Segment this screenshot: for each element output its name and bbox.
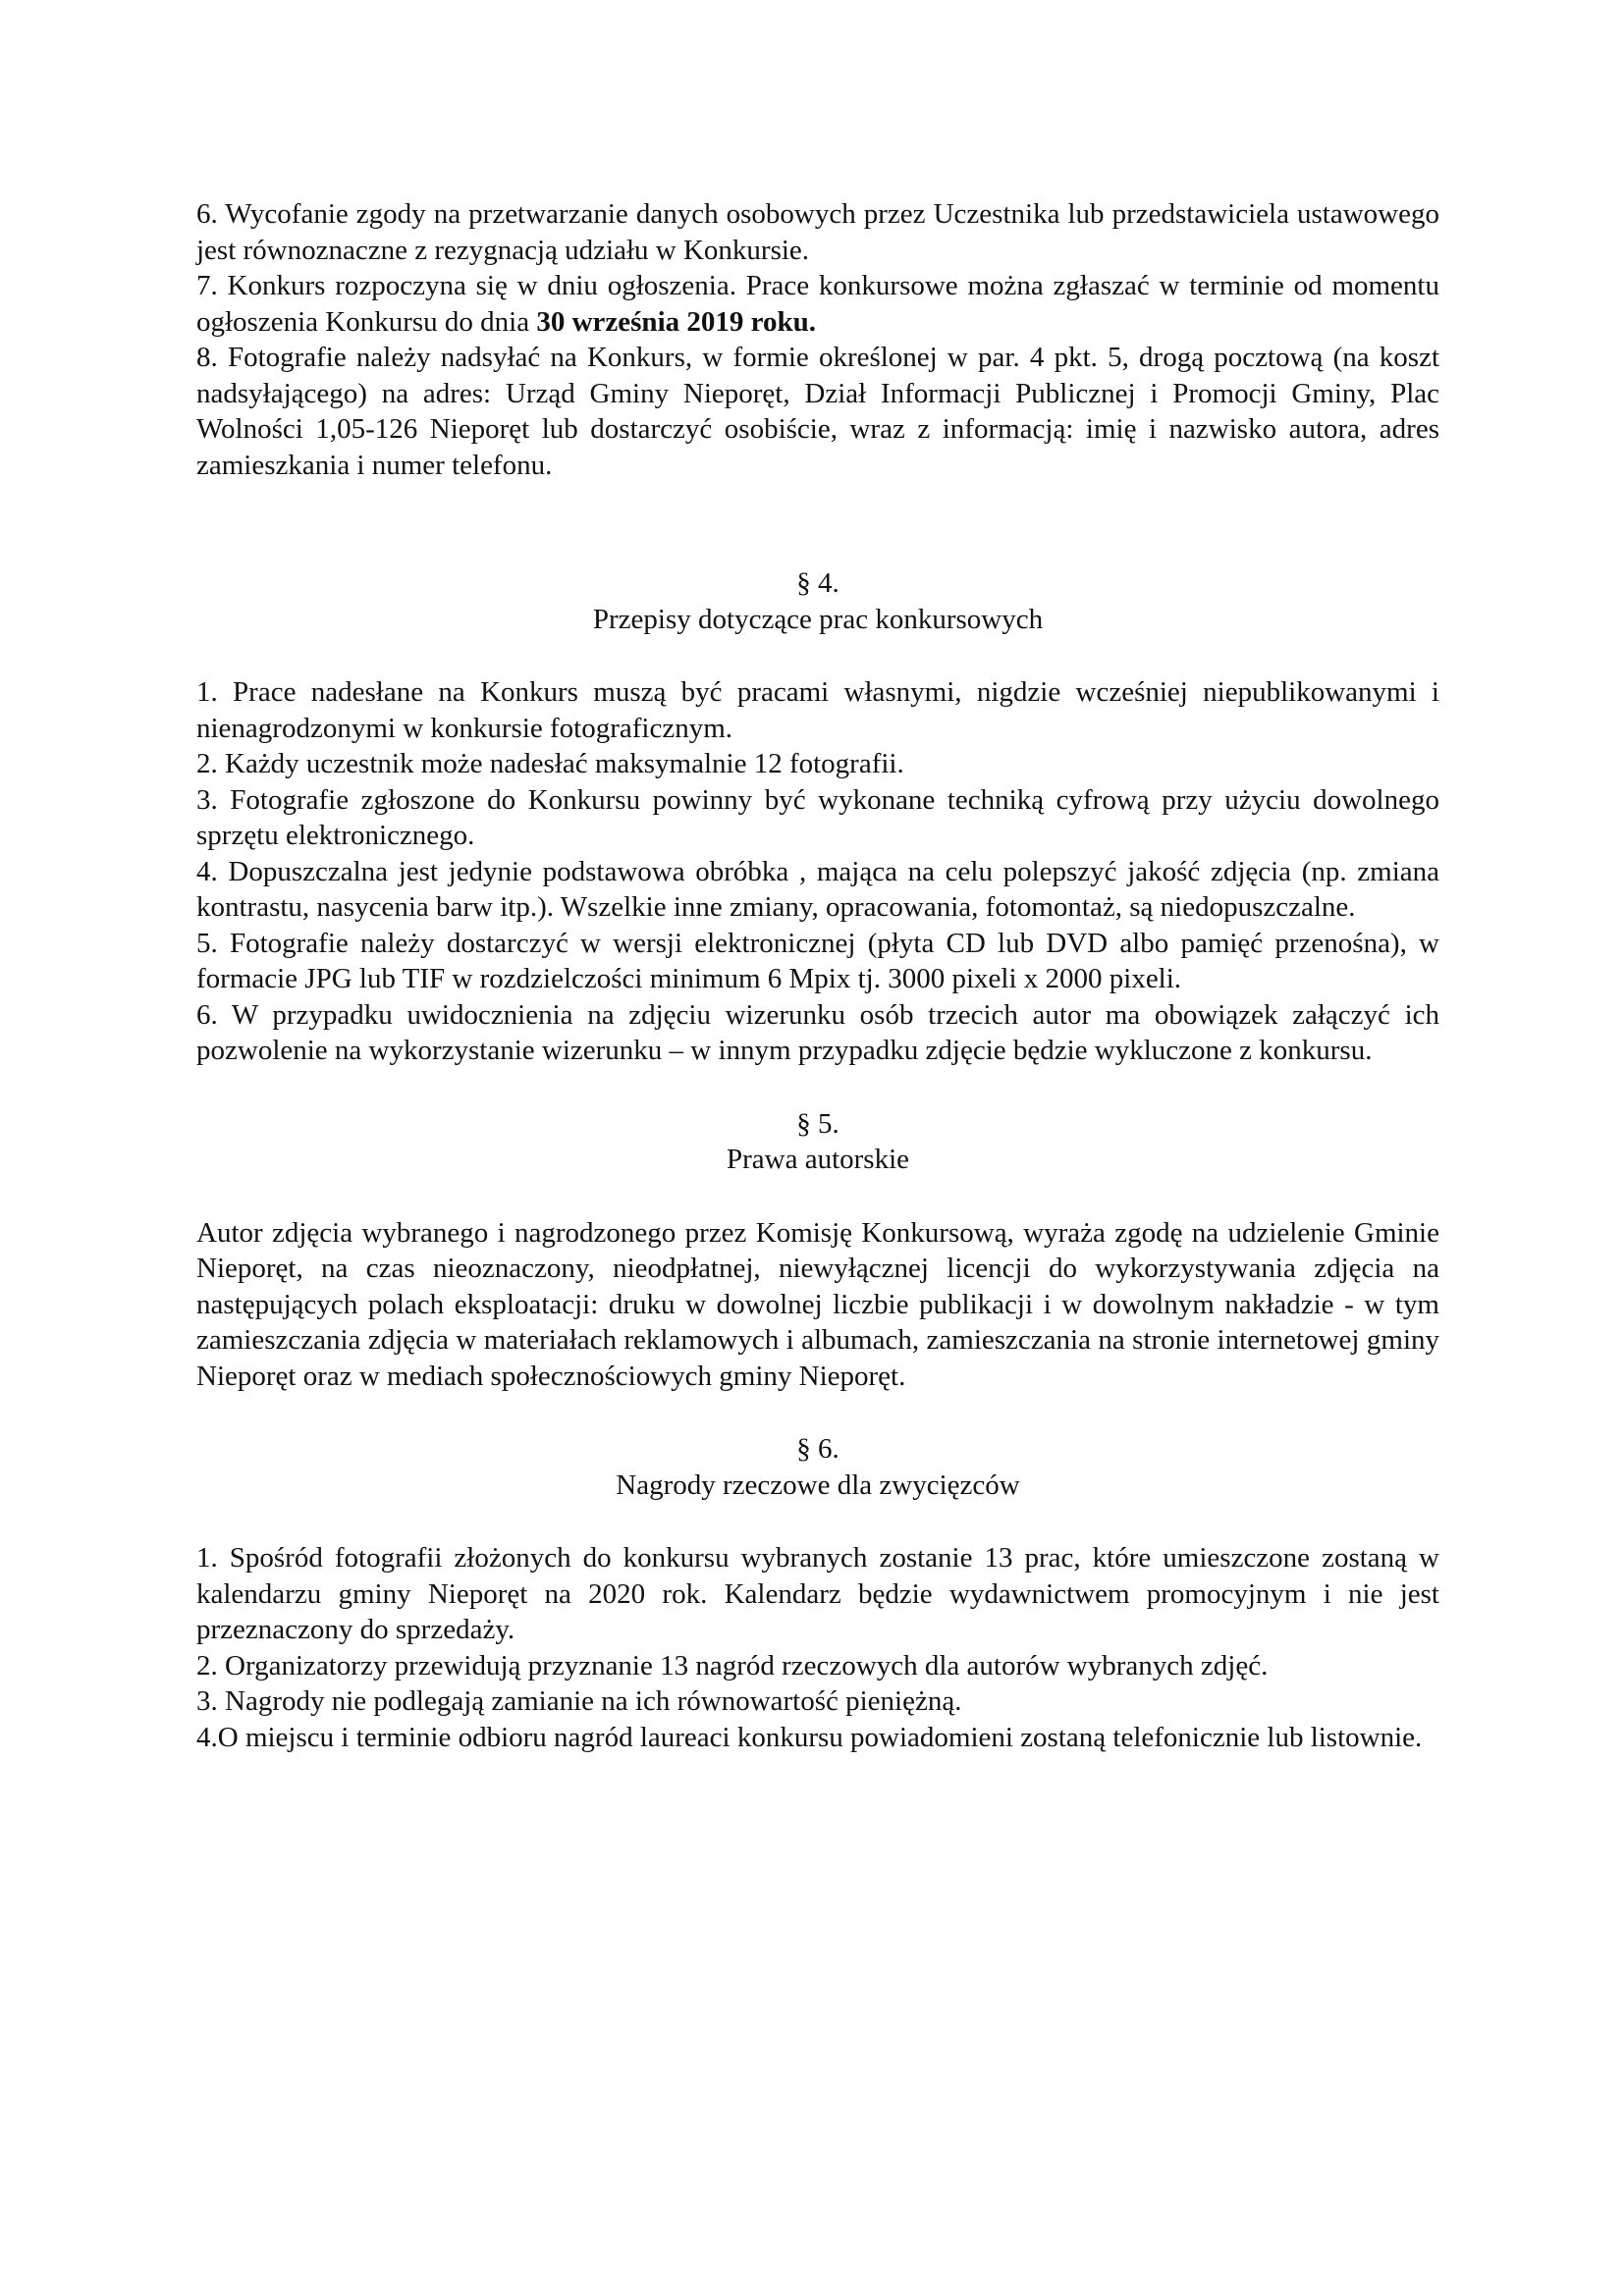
- section-6-item: 4.O miejscu i terminie odbioru nagród laureaci konkursu powiadomieni zostaną telefonicznie lub listownie.: [196, 1721, 1423, 1753]
- section-3-item-7-deadline: 30 września 2019 roku.: [536, 305, 816, 338]
- section-4-title: Przepisy dotyczące prac konkursowych: [592, 603, 1044, 635]
- section-6-title: Nagrody rzeczowe dla zwycięzców: [616, 1468, 1020, 1501]
- section-5-title: Prawa autorskie: [726, 1144, 910, 1175]
- section-5-symbol: § 5.: [796, 1107, 839, 1140]
- section-4-item: 1. Prace nadesłane na Konkurs muszą być pracami własnymi, nigdzie wcześniej niepublikowanymi i nienagrodzonymi w konkursie fotograficznym.: [196, 676, 1439, 744]
- section-5-text: Autor zdjęcia wybranego i nagrodzonego przez Komisję Konkursową, wyraża zgodę na udzielenie Gminie Nieporęt, na czas nieoznaczony, nieodpłatnej, niewyłącznej licencji do wykorzystywania zdjęcia na następujących polach eksploatacji: druku w dowolnej liczbie publikacji i w dowolnym nakładzie - w tym zamieszczania zdjęcia w materiałach reklamowych i albumach, zamieszczania na stronie internetowej gminy Nieporęt oraz w mediach społecznościowych gminy Nieporęt.: [196, 1216, 1439, 1392]
- section-4-item: 5. Fotografie należy dostarczyć w wersji elektronicznej (płyta CD lub DVD albo pamięć przenośna), w formacie JPG lub TIF w rozdzielczości minimum 6 Mpix tj. 3000 pixeli x 2000 pixeli.: [196, 927, 1439, 994]
- section-6-symbol: § 6.: [796, 1433, 839, 1465]
- section-3-item-6: 6. Wycofanie zgody na przetwarzanie danych osobowych przez Uczestnika lub przedstawiciela ustawowego jest równoznaczne z rezygnacją udziału w Konkursie.: [196, 198, 1439, 266]
- section-3-item-7-text: 7. Konkurs rozpoczyna się w dniu ogłoszenia. Prace konkursowe można zgłaszać w terminie od momentu ogłoszenia Konkursu do dnia: [196, 270, 1439, 338]
- section-6-item: 3. Nagrody nie podlegają zamianie na ich równowartość pieniężną.: [196, 1685, 962, 1717]
- section-4-list: [196, 674, 1439, 1069]
- section-6-heading: [196, 1431, 1439, 1503]
- section-4-item: 3. Fotografie zgłoszone do Konkursu powinny być wykonane techniką cyfrową przy użyciu dowolnego sprzętu elektronicznego.: [196, 783, 1439, 851]
- section-4-item: 2. Każdy uczestnik może nadesłać maksymalnie 12 fotografii.: [196, 748, 904, 779]
- section-3-item-8: 8. Fotografie należy nadsyłać na Konkurs, w formie określonej w par. 4 pkt. 5, drogą pocztową (na koszt nadsyłającego) na adres: Urząd Gminy Nieporęt, Dział Informacji Publicznej i Promocji Gminy, Plac Wolności 1,05-126 Nieporęt lub dostarczyć osobiście, wraz z informacją: imię i nazwisko autora, adres zamieszkania i numer telefonu.: [196, 342, 1439, 481]
- section-4-heading: [196, 565, 1439, 637]
- section-4-symbol: § 4.: [796, 567, 839, 599]
- section-4-item: 6. W przypadku uwidocznienia na zdjęciu wizerunku osób trzecich autor ma obowiązek załączyć ich pozwolenie na wykorzystanie wizerunku – w innym przypadku zdjęcie będzie wykluczone z konkursu.: [196, 998, 1439, 1066]
- section-6-item: 1. Spośród fotografii złożonych do konkursu wybranych zostanie 13 prac, które umieszczone zostaną w kalendarzu gminy Nieporęt na 2020 rok. Kalendarz będzie wydawnictwem promocyjnym i nie jest przeznaczony do sprzedaży.: [196, 1542, 1439, 1645]
- section-3-tail: [196, 196, 1439, 483]
- section-4-item: 4. Dopuszczalna jest jedynie podstawowa obróbka , mająca na celu polepszyć jakość zdjęcia (np. zmiana kontrastu, nasycenia barw itp.). Wszelkie inne zmiany, opracowania, fotomontaż, są niedopuszczalne.: [196, 855, 1439, 923]
- section-5-heading: [196, 1106, 1439, 1178]
- section-6-list: [196, 1540, 1439, 1755]
- section-3-item-7: [196, 268, 1439, 340]
- section-6-item: 2. Organizatorzy przewidują przyznanie 13 nagród rzeczowych dla autorów wybranych zdjęć.: [196, 1649, 1269, 1682]
